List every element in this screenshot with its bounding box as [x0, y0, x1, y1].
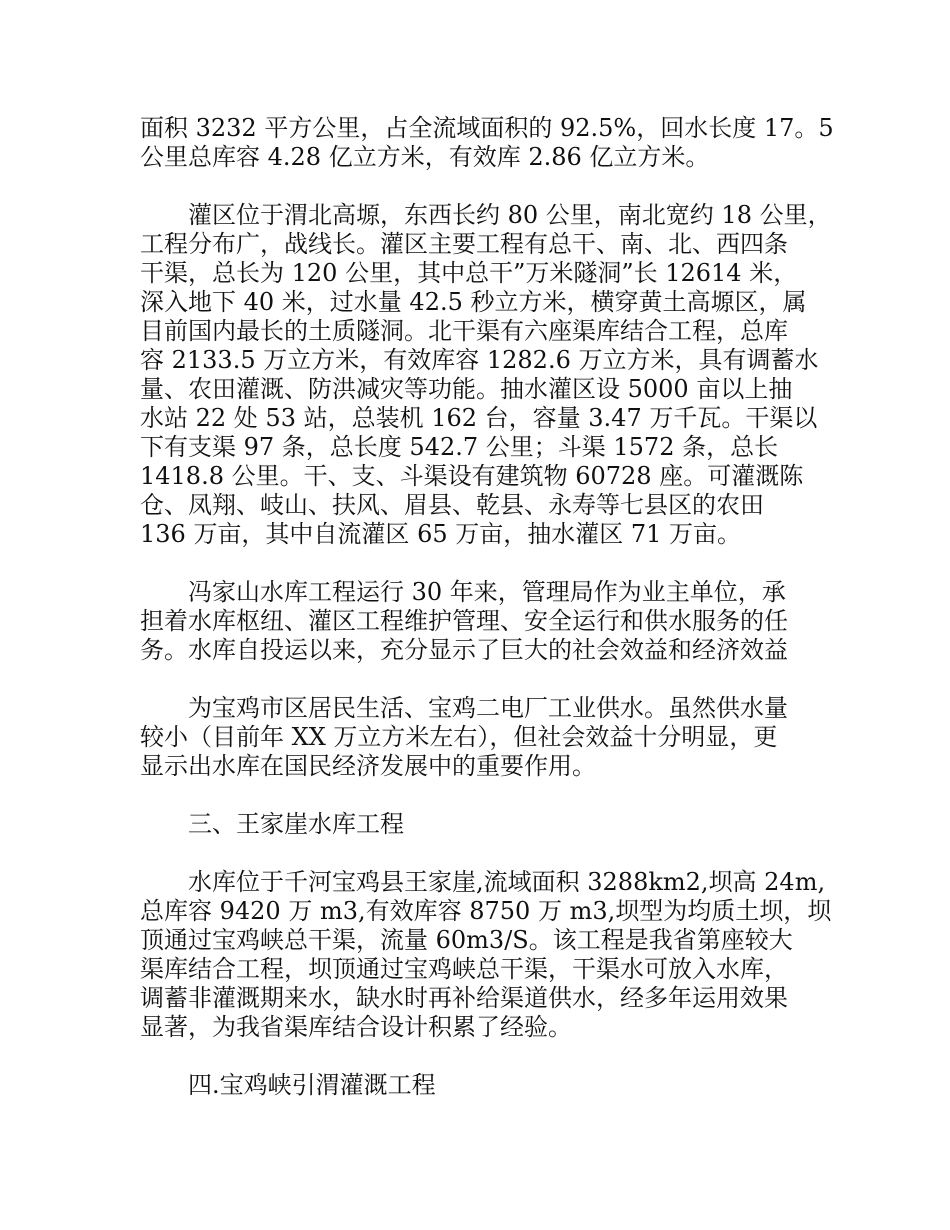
text-line: 总库容 9420 万 m3,有效库容 8750 万 m3,坝型为均质土坝，坝	[140, 897, 832, 925]
document-page	[140, 114, 834, 1129]
section-heading: 三、王家崖水库工程	[188, 810, 404, 838]
text-line: 较小（目前年 XX 万立方米左右），但社会效益十分明显，更	[140, 723, 778, 751]
text-line: 水库位于千河宝鸡县王家崖,流域面积 3288km2,坝高 24m,	[188, 868, 826, 896]
text-line: 深入地下 40 米，过水量 42.5 秒立方米，横穿黄土高塬区，属	[140, 288, 807, 316]
text-line: 干渠，总长为 120 公里，其中总干”万米隧洞”长 12614 米，	[140, 259, 798, 287]
text-line: 下有支渠 97 条，总长度 542.7 公里；斗渠 1572 条，总长	[140, 433, 779, 461]
text-line: 灌区位于渭北高塬，东西长约 80 公里，南北宽约 18 公里，	[188, 201, 832, 229]
paragraph-irrigation-district	[140, 201, 832, 549]
paragraph-reservoir-area	[140, 114, 834, 172]
text-line: 顶通过宝鸡峡总干渠，流量 60m3/S。该工程是我省第座较大	[140, 926, 793, 954]
text-line: 面积 3232 平方公里，占全流域面积的 92.5%，回水长度 17。5	[140, 114, 834, 142]
section-heading-wangjiaya	[140, 810, 820, 839]
text-line: 务。水库自投运以来，充分显示了巨大的社会效益和经济效益	[140, 636, 788, 664]
paragraph-wangjiaya-reservoir	[140, 868, 832, 1042]
text-line: 目前国内最长的土质隧洞。北干渠有六座渠库结合工程，总库	[140, 317, 788, 345]
text-line: 调蓄非灌溉期来水，缺水时再补给渠道供水，经多年运用效果	[140, 984, 788, 1012]
section-heading-baojixia	[140, 1071, 820, 1100]
text-line: 水站 22 处 53 站，总装机 162 台，容量 3.47 万千瓦。干渠以	[140, 404, 818, 432]
section-heading: 四.宝鸡峡引渭灌溉工程	[188, 1071, 436, 1099]
text-line: 渠库结合工程，坝顶通过宝鸡峡总干渠，干渠水可放入水库，	[140, 955, 788, 983]
paragraph-fengjiashan-operation	[140, 578, 820, 665]
text-line: 量、农田灌溉、防洪减灾等功能。抽水灌区设 5000 亩以上抽	[140, 375, 793, 403]
text-line: 容 2133.5 万立方米，有效库容 1282.6 万立方米，具有调蓄水	[140, 346, 819, 374]
text-line: 1418.8 公里。干、支、斗渠设有建筑物 60728 座。可灌溉陈	[140, 462, 804, 490]
text-line: 仓、凤翔、岐山、扶风、眉县、乾县、永寿等七县区的农田	[140, 491, 764, 519]
text-line: 冯家山水库工程运行 30 年来，管理局作为业主单位，承	[188, 578, 786, 606]
text-line: 公里总库容 4.28 亿立方米，有效库 2.86 亿立方米。	[140, 143, 710, 171]
text-line: 为宝鸡市区居民生活、宝鸡二电厂工业供水。虽然供水量	[188, 694, 788, 722]
text-line: 显著，为我省渠库结合设计积累了经验。	[140, 1013, 572, 1041]
text-line: 136 万亩，其中自流灌区 65 万亩，抽水灌区 71 万亩。	[140, 520, 742, 548]
text-line: 担着水库枢纽、灌区工程维护管理、安全运行和供水服务的任	[140, 607, 788, 635]
text-line: 工程分布广，战线长。灌区主要工程有总干、南、北、西四条	[140, 230, 788, 258]
text-line: 显示出水库在国民经济发展中的重要作用。	[140, 752, 596, 780]
paragraph-water-supply	[140, 694, 820, 781]
